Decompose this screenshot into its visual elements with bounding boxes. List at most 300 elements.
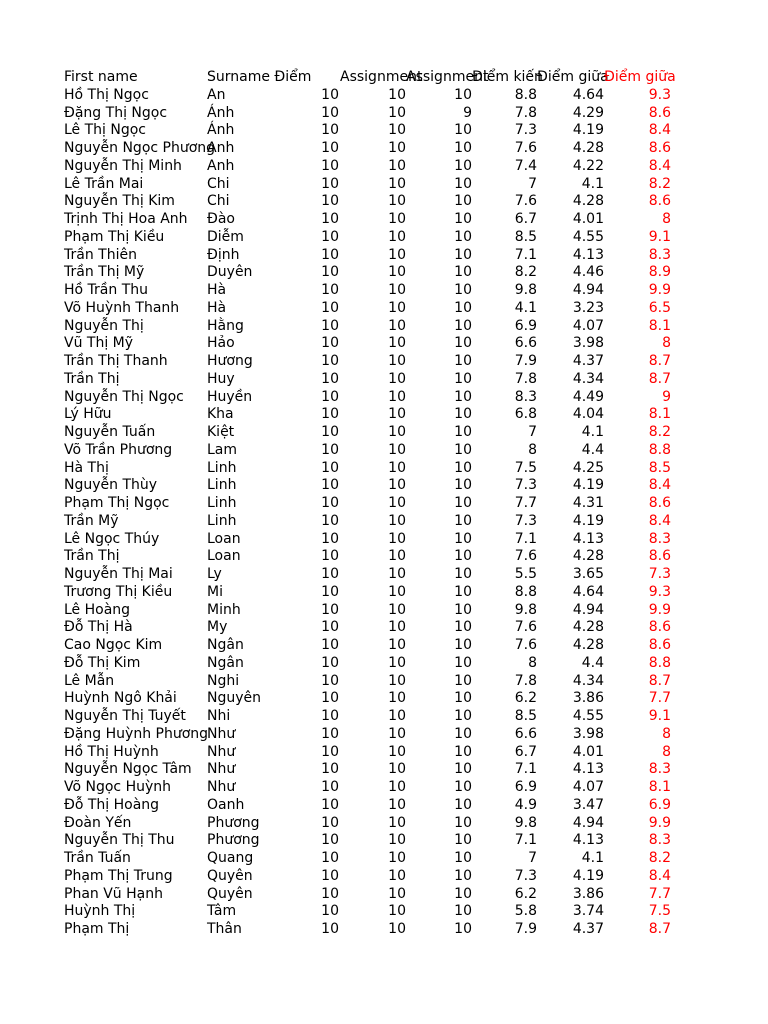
diem-kien-cell: 7.6 <box>514 193 537 210</box>
table-row <box>64 566 671 584</box>
first-name-cell: Đặng Thị Ngọc <box>64 104 168 121</box>
table-row <box>64 158 671 176</box>
diem-cell: 10 <box>321 566 339 582</box>
table-row <box>64 460 671 478</box>
assignment-2-cell: 10 <box>454 157 472 174</box>
diem-cell: 10 <box>321 370 339 387</box>
assignment-1-cell: 10 <box>388 211 406 227</box>
assignment-1-cell: 10 <box>388 885 406 902</box>
diem-giua-red-cell: 8.6 <box>648 104 671 121</box>
diem-cell: 10 <box>321 548 339 565</box>
assignment-2-cell: 10 <box>454 708 472 724</box>
diem-giua-cell: 3.86 <box>572 885 604 902</box>
assignment-2-cell: 10 <box>454 654 472 671</box>
diem-kien-cell: 4.9 <box>514 796 537 813</box>
header-diem-giua: Điểm giữa <box>537 69 609 85</box>
diem-cell: 10 <box>321 867 339 884</box>
diem-giua-red-cell: 8.4 <box>648 867 671 884</box>
assignment-1-cell: 10 <box>388 282 406 298</box>
diem-giua-red-cell: 7.7 <box>648 885 671 902</box>
diem-giua-cell: 4.28 <box>572 637 604 653</box>
diem-kien-cell: 7.1 <box>514 832 537 849</box>
assignment-1-cell: 10 <box>388 654 406 671</box>
diem-giua-cell: 4.94 <box>572 814 604 831</box>
first-name-cell: Huỳnh Ngô Khải <box>64 690 177 707</box>
header-diem-giua-red: Điểm giữa <box>604 69 676 85</box>
diem-giua-red-cell: 8.3 <box>648 246 671 263</box>
assignment-2-cell: 10 <box>454 282 472 298</box>
diem-cell: 10 <box>321 228 339 245</box>
diem-giua-cell: 4.19 <box>572 477 604 494</box>
table-row <box>64 353 671 371</box>
diem-cell: 10 <box>321 672 339 689</box>
surname-cell: Huy <box>207 370 235 387</box>
table-row <box>64 708 671 726</box>
diem-giua-red-cell: 8.6 <box>648 140 671 156</box>
table-row <box>64 229 671 247</box>
assignment-2-cell: 10 <box>454 761 472 778</box>
diem-kien-cell: 7.7 <box>514 495 537 511</box>
assignment-1-cell: 10 <box>388 708 406 724</box>
diem-kien-cell: 5.8 <box>514 903 537 920</box>
diem-cell: 10 <box>321 193 339 210</box>
surname-cell: Như <box>207 779 236 795</box>
diem-cell: 10 <box>321 690 339 707</box>
diem-giua-cell: 4.64 <box>572 86 604 103</box>
first-name-cell: Nguyễn Thị Kim <box>64 193 175 210</box>
diem-kien-cell: 7.3 <box>514 512 537 529</box>
first-name-cell: Trần Thị <box>64 370 120 387</box>
assignment-1-cell: 10 <box>388 903 406 920</box>
diem-kien-cell: 8.3 <box>514 388 537 405</box>
surname-cell: Hảo <box>207 335 235 352</box>
table-row <box>64 247 671 265</box>
surname-cell: Chi <box>207 193 230 210</box>
first-name-cell: Trần Thiên <box>64 246 137 263</box>
assignment-1-cell: 10 <box>388 672 406 689</box>
diem-kien-cell: 8.5 <box>514 708 537 724</box>
diem-giua-cell: 4.94 <box>572 601 604 618</box>
diem-giua-cell: 4.13 <box>572 832 604 849</box>
table-row <box>64 744 671 762</box>
assignment-1-cell: 10 <box>388 140 406 156</box>
diem-cell: 10 <box>321 512 339 529</box>
table-row <box>64 673 671 691</box>
assignment-2-cell: 10 <box>454 122 472 139</box>
diem-kien-cell: 5.5 <box>514 566 537 582</box>
diem-kien-cell: 7.1 <box>514 761 537 778</box>
diem-giua-red-cell: 8 <box>662 725 671 742</box>
table-row <box>64 868 671 886</box>
surname-cell: Quang <box>207 850 254 866</box>
first-name-cell: Võ Trần Phương <box>64 441 173 458</box>
surname-cell: Hương <box>207 353 253 369</box>
first-name-cell: Lê Trần Mai <box>64 175 144 192</box>
header-surname: Surname Điểm <box>207 69 312 85</box>
first-name-cell: Đặng Huỳnh Phương <box>64 725 209 742</box>
diem-cell: 10 <box>321 619 339 636</box>
diem-cell: 10 <box>321 779 339 795</box>
diem-cell: 10 <box>321 637 339 653</box>
assignment-2-cell: 10 <box>454 779 472 795</box>
first-name-cell: Nguyễn Thị Minh <box>64 157 182 174</box>
diem-giua-cell: 4.55 <box>572 228 604 245</box>
assignment-1-cell: 10 <box>388 406 406 423</box>
first-name-cell: Nguyễn Thị Thu <box>64 832 175 849</box>
diem-giua-red-cell: 8.4 <box>648 157 671 174</box>
diem-giua-cell: 4.37 <box>572 921 604 937</box>
diem-kien-cell: 7.3 <box>514 122 537 139</box>
table-row <box>64 886 671 904</box>
assignment-1-cell: 10 <box>388 832 406 849</box>
assignment-1-cell: 10 <box>388 637 406 653</box>
diem-kien-cell: 7.9 <box>514 353 537 369</box>
assignment-1-cell: 10 <box>388 548 406 565</box>
diem-giua-red-cell: 8.1 <box>648 317 671 334</box>
header-assignment-2: Assignment <box>406 69 489 85</box>
diem-kien-cell: 6.7 <box>514 743 537 760</box>
diem-giua-red-cell: 8.5 <box>648 459 671 476</box>
diem-giua-red-cell: 8.3 <box>648 832 671 849</box>
assignment-1-cell: 10 <box>388 370 406 387</box>
header-row <box>64 69 676 87</box>
diem-giua-red-cell: 8.6 <box>648 637 671 653</box>
assignment-1-cell: 10 <box>388 619 406 636</box>
diem-giua-cell: 4.55 <box>572 708 604 724</box>
table-row <box>64 850 671 868</box>
assignment-1-cell: 10 <box>388 495 406 511</box>
first-name-cell: Cao Ngọc Kim <box>64 637 163 653</box>
assignment-1-cell: 10 <box>388 743 406 760</box>
surname-cell: Duyên <box>207 264 253 281</box>
first-name-cell: Hồ Thị Ngọc <box>64 86 149 103</box>
diem-kien-cell: 7.1 <box>514 246 537 263</box>
assignment-1-cell: 10 <box>388 690 406 707</box>
assignment-1-cell: 10 <box>388 175 406 192</box>
diem-giua-red-cell: 8.2 <box>648 850 671 866</box>
diem-cell: 10 <box>321 654 339 671</box>
diem-kien-cell: 7.1 <box>514 530 537 547</box>
assignment-1-cell: 10 <box>388 867 406 884</box>
diem-giua-cell: 4.28 <box>572 548 604 565</box>
assignment-2-cell: 10 <box>454 566 472 582</box>
diem-giua-cell: 3.86 <box>572 690 604 707</box>
surname-cell: Ly <box>207 566 222 582</box>
diem-giua-cell: 4.46 <box>572 264 604 281</box>
diem-kien-cell: 7.6 <box>514 637 537 653</box>
diem-giua-cell: 4.01 <box>572 743 604 760</box>
diem-giua-red-cell: 9.1 <box>648 708 671 724</box>
diem-giua-red-cell: 6.9 <box>648 796 671 813</box>
diem-cell: 10 <box>321 175 339 192</box>
diem-cell: 10 <box>321 885 339 902</box>
assignment-2-cell: 10 <box>454 140 472 156</box>
assignment-2-cell: 10 <box>454 850 472 866</box>
assignment-2-cell: 10 <box>454 903 472 920</box>
assignment-1-cell: 10 <box>388 583 406 600</box>
diem-giua-red-cell: 9.3 <box>648 583 671 600</box>
table-row <box>64 122 671 140</box>
surname-cell: Ngân <box>207 654 244 671</box>
assignment-1-cell: 10 <box>388 779 406 795</box>
diem-giua-red-cell: 8 <box>662 211 671 227</box>
diem-giua-cell: 4.34 <box>572 672 604 689</box>
diem-cell: 10 <box>321 530 339 547</box>
diem-giua-red-cell: 9 <box>662 388 671 405</box>
assignment-2-cell: 10 <box>454 264 472 281</box>
table-row <box>64 335 671 353</box>
diem-kien-cell: 8 <box>528 654 537 671</box>
diem-kien-cell: 7 <box>528 424 537 440</box>
table-row <box>64 690 671 708</box>
diem-giua-red-cell: 7.3 <box>648 566 671 582</box>
surname-cell: Diễm <box>207 228 244 245</box>
surname-cell: Đào <box>207 211 235 227</box>
surname-cell: Quyên <box>207 885 253 902</box>
surname-cell: Ánh <box>207 122 235 139</box>
assignment-1-cell: 10 <box>388 246 406 263</box>
diem-giua-cell: 3.98 <box>572 725 604 742</box>
assignment-1-cell: 10 <box>388 850 406 866</box>
surname-cell: Thân <box>207 921 242 937</box>
diem-kien-cell: 7.3 <box>514 477 537 494</box>
first-name-cell: Lê Ngọc Thúy <box>64 530 160 547</box>
diem-giua-cell: 4.13 <box>572 761 604 778</box>
surname-cell: Quyên <box>207 867 253 884</box>
diem-cell: 10 <box>321 353 339 369</box>
table-row <box>64 602 671 620</box>
assignment-1-cell: 10 <box>388 530 406 547</box>
first-name-cell: Phạm Thị Ngọc <box>64 495 170 511</box>
surname-cell: Anh <box>207 140 235 156</box>
assignment-2-cell: 10 <box>454 796 472 813</box>
diem-cell: 10 <box>321 814 339 831</box>
assignment-1-cell: 10 <box>388 104 406 121</box>
diem-giua-red-cell: 8.6 <box>648 619 671 636</box>
table-row <box>64 779 671 797</box>
table-row <box>64 300 671 318</box>
diem-giua-cell: 4.01 <box>572 211 604 227</box>
diem-giua-cell: 4.4 <box>581 441 604 458</box>
diem-cell: 10 <box>321 122 339 139</box>
diem-kien-cell: 7 <box>528 850 537 866</box>
assignment-1-cell: 10 <box>388 566 406 582</box>
diem-kien-cell: 7.6 <box>514 140 537 156</box>
surname-cell: An <box>207 86 226 103</box>
table-row <box>64 424 671 442</box>
table-row <box>64 105 671 123</box>
surname-cell: Hằng <box>207 317 244 334</box>
assignment-2-cell: 10 <box>454 743 472 760</box>
table-row <box>64 495 671 513</box>
diem-giua-cell: 3.74 <box>572 903 604 920</box>
diem-kien-cell: 9.8 <box>514 814 537 831</box>
surname-cell: Minh <box>207 601 241 618</box>
first-name-cell: Nguyễn Thùy <box>64 477 158 494</box>
assignment-1-cell: 10 <box>388 477 406 494</box>
diem-cell: 10 <box>321 86 339 103</box>
table-row <box>64 318 671 336</box>
first-name-cell: Võ Huỳnh Thanh <box>64 299 180 316</box>
diem-cell: 10 <box>321 317 339 334</box>
assignment-1-cell: 10 <box>388 814 406 831</box>
diem-giua-cell: 4.49 <box>572 388 604 405</box>
diem-giua-red-cell: 8.2 <box>648 424 671 440</box>
diem-cell: 10 <box>321 583 339 600</box>
table-row <box>64 637 671 655</box>
first-name-cell: Lê Hoàng <box>64 601 131 618</box>
diem-giua-red-cell: 6.5 <box>648 299 671 316</box>
first-name-cell: Phạm Thị Kiều <box>64 228 165 245</box>
table-row <box>64 477 671 495</box>
assignment-1-cell: 10 <box>388 335 406 352</box>
first-name-cell: Đỗ Thị Hoàng <box>64 796 160 813</box>
assignment-2-cell: 10 <box>454 867 472 884</box>
diem-giua-cell: 3.23 <box>572 299 604 316</box>
diem-cell: 10 <box>321 743 339 760</box>
table-body <box>64 87 671 939</box>
diem-cell: 10 <box>321 921 339 937</box>
first-name-cell: Nguyễn Ngọc Tâm <box>64 761 192 778</box>
diem-giua-cell: 4.1 <box>581 850 604 866</box>
first-name-cell: Nguyễn Thị Tuyết <box>64 708 186 724</box>
assignment-1-cell: 10 <box>388 299 406 316</box>
diem-cell: 10 <box>321 140 339 156</box>
diem-giua-cell: 4.1 <box>581 175 604 192</box>
first-name-cell: Nguyễn Thị Ngọc <box>64 388 184 405</box>
diem-giua-red-cell: 8.8 <box>648 654 671 671</box>
surname-cell: Như <box>207 725 236 742</box>
table-row <box>64 832 671 850</box>
assignment-2-cell: 10 <box>454 388 472 405</box>
assignment-1-cell: 10 <box>388 424 406 440</box>
diem-kien-cell: 8.2 <box>514 264 537 281</box>
table-row <box>64 442 671 460</box>
assignment-2-cell: 10 <box>454 725 472 742</box>
diem-cell: 10 <box>321 708 339 724</box>
grade-sheet <box>64 69 676 939</box>
table-row <box>64 282 671 300</box>
surname-cell: Như <box>207 761 236 778</box>
table-row <box>64 193 671 211</box>
diem-cell: 10 <box>321 335 339 352</box>
diem-cell: 10 <box>321 282 339 298</box>
diem-giua-cell: 4.04 <box>572 406 604 423</box>
diem-kien-cell: 7.8 <box>514 672 537 689</box>
diem-cell: 10 <box>321 761 339 778</box>
first-name-cell: Phạm Thị <box>64 921 130 937</box>
surname-cell: Oanh <box>207 796 245 813</box>
diem-kien-cell: 7.9 <box>514 921 537 937</box>
table-row <box>64 140 671 158</box>
diem-kien-cell: 6.8 <box>514 406 537 423</box>
diem-giua-red-cell: 8 <box>662 335 671 352</box>
first-name-cell: Nguyễn Thị Mai <box>64 566 173 582</box>
table-row <box>64 406 671 424</box>
diem-cell: 10 <box>321 441 339 458</box>
diem-giua-red-cell: 9.3 <box>648 86 671 103</box>
first-name-cell: Trần Thị <box>64 548 120 565</box>
surname-cell: Lam <box>207 441 238 458</box>
diem-cell: 10 <box>321 850 339 866</box>
assignment-2-cell: 10 <box>454 512 472 529</box>
diem-giua-cell: 4.34 <box>572 370 604 387</box>
diem-kien-cell: 8.8 <box>514 583 537 600</box>
first-name-cell: Đỗ Thị Hà <box>64 619 133 636</box>
first-name-cell: Lê Mẫn <box>64 672 115 689</box>
surname-cell: Linh <box>207 459 237 476</box>
diem-giua-red-cell: 8.1 <box>648 779 671 795</box>
diem-giua-red-cell: 9.9 <box>648 814 671 831</box>
assignment-2-cell: 10 <box>454 299 472 316</box>
diem-cell: 10 <box>321 459 339 476</box>
diem-giua-red-cell: 8.3 <box>648 530 671 547</box>
assignment-2-cell: 10 <box>454 86 472 103</box>
assignment-2-cell: 10 <box>454 672 472 689</box>
assignment-2-cell: 10 <box>454 477 472 494</box>
diem-kien-cell: 6.6 <box>514 335 537 352</box>
surname-cell: Linh <box>207 495 237 511</box>
assignment-2-cell: 10 <box>454 424 472 440</box>
surname-cell: Ánh <box>207 104 235 121</box>
assignment-1-cell: 10 <box>388 512 406 529</box>
diem-kien-cell: 6.7 <box>514 211 537 227</box>
surname-cell: Mi <box>207 583 223 600</box>
assignment-2-cell: 10 <box>454 441 472 458</box>
first-name-cell: Đỗ Thị Kim <box>64 654 141 671</box>
surname-cell: Kiệt <box>207 424 235 440</box>
assignment-2-cell: 10 <box>454 832 472 849</box>
first-name-cell: Trần Tuấn <box>64 850 131 866</box>
diem-kien-cell: 7 <box>528 175 537 192</box>
surname-cell: Chi <box>207 175 230 192</box>
table-row <box>64 513 671 531</box>
first-name-cell: Nguyễn Tuấn <box>64 424 156 440</box>
first-name-cell: Phan Vũ Hạnh <box>64 885 163 902</box>
surname-cell: Linh <box>207 477 237 494</box>
first-name-cell: Huỳnh Thị <box>64 903 136 920</box>
assignment-2-cell: 10 <box>454 193 472 210</box>
first-name-cell: Hồ Thị Huỳnh <box>64 743 159 760</box>
assignment-2-cell: 10 <box>454 370 472 387</box>
first-name-cell: Trương Thị Kiều <box>64 583 173 600</box>
table-row <box>64 584 671 602</box>
diem-giua-cell: 4.19 <box>572 122 604 139</box>
diem-kien-cell: 7.6 <box>514 619 537 636</box>
diem-kien-cell: 7.8 <box>514 104 537 121</box>
surname-cell: Kha <box>207 406 234 423</box>
assignment-2-cell: 10 <box>454 228 472 245</box>
diem-cell: 10 <box>321 725 339 742</box>
diem-giua-cell: 4.13 <box>572 530 604 547</box>
diem-kien-cell: 9.8 <box>514 601 537 618</box>
diem-giua-red-cell: 8.6 <box>648 193 671 210</box>
surname-cell: Nguyên <box>207 690 262 707</box>
assignment-1-cell: 10 <box>388 921 406 937</box>
assignment-1-cell: 10 <box>388 796 406 813</box>
first-name-cell: Trần Mỹ <box>64 512 119 529</box>
diem-kien-cell: 7.8 <box>514 370 537 387</box>
surname-cell: Ngân <box>207 637 244 653</box>
diem-kien-cell: 6.6 <box>514 725 537 742</box>
first-name-cell: Đoàn Yến <box>64 814 132 831</box>
assignment-1-cell: 10 <box>388 601 406 618</box>
table-row <box>64 371 671 389</box>
surname-cell: Phương <box>207 832 260 849</box>
table-row <box>64 548 671 566</box>
surname-cell: Phương <box>207 814 260 831</box>
diem-cell: 10 <box>321 104 339 121</box>
